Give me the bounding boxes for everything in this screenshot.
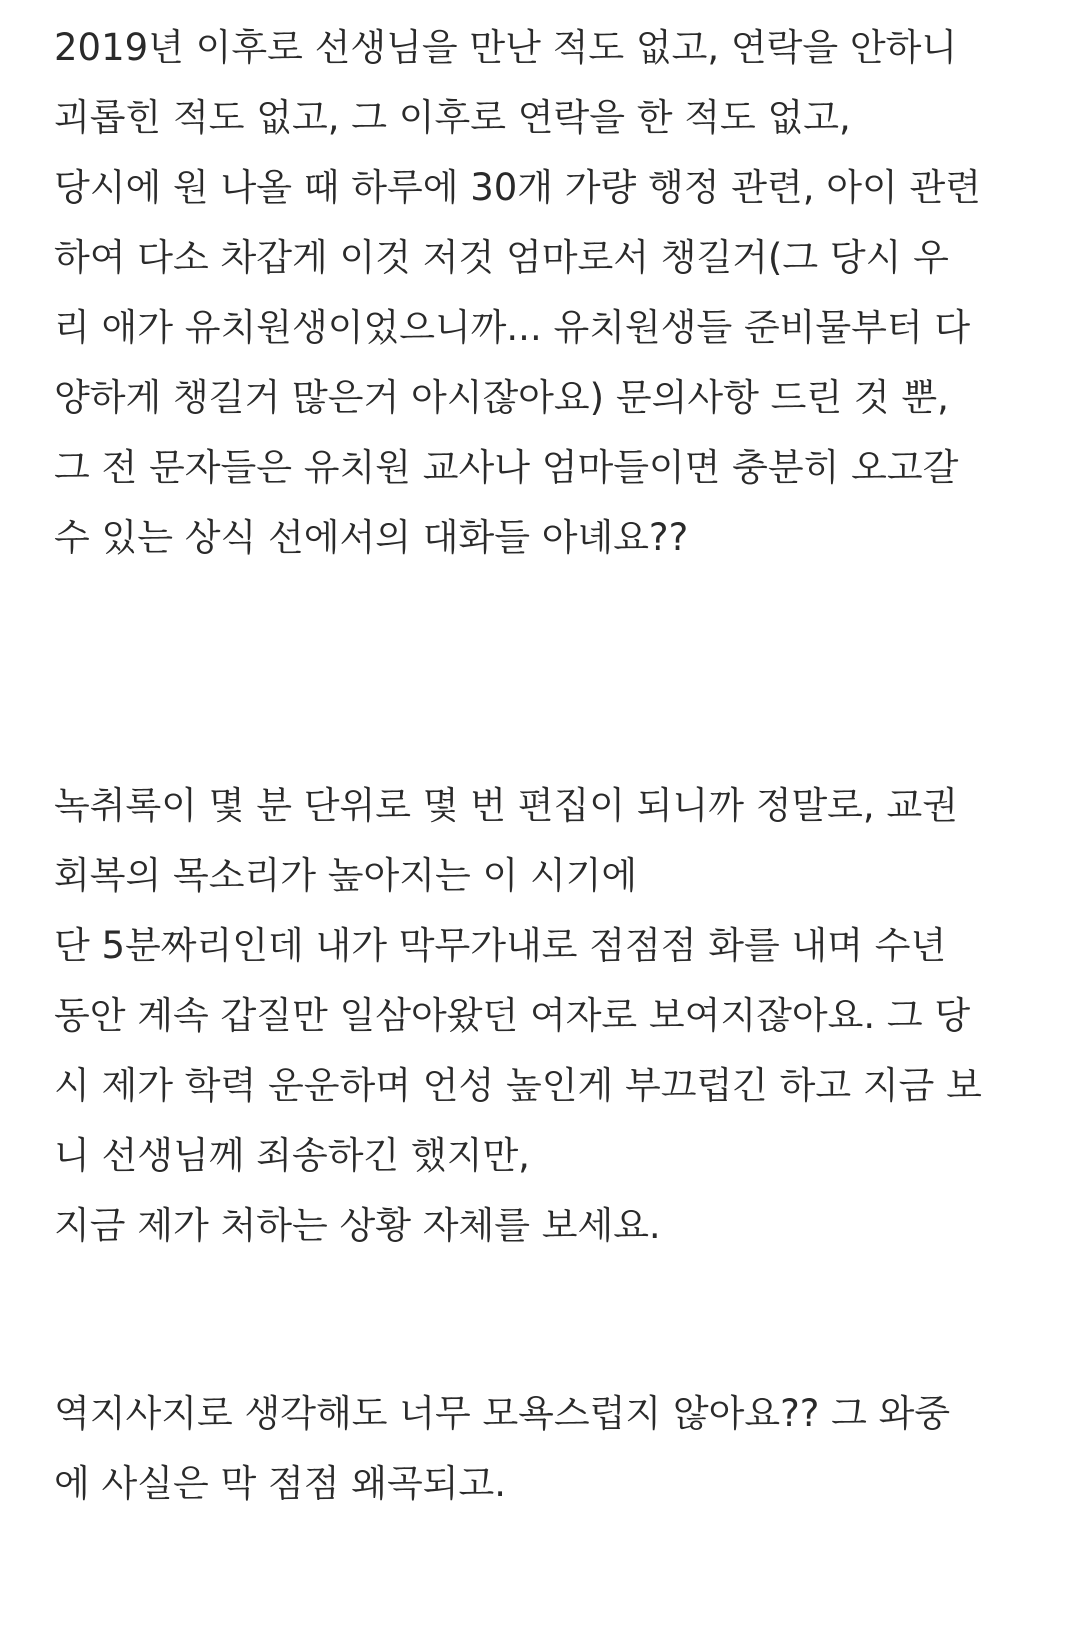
text-line: 지금 제가 처하는 상황 자체를 보세요. — [54, 1204, 661, 1247]
text-line: 당시에 원 나올 때 하루에 30개 가량 행정 관련, 아이 관련 — [54, 166, 982, 209]
text-line: 수 있는 상식 선에서의 대화들 아녜요?? — [54, 516, 689, 559]
text-line: 하여 다소 차갑게 이것 저것 엄마로서 챙길거(그 당시 우 — [54, 236, 949, 279]
text-line: 니 선생님께 죄송하긴 했지만, — [54, 1134, 530, 1177]
text-line: 회복의 목소리가 높아지는 이 시기에 — [54, 854, 638, 897]
text-line: 시 제가 학력 운운하며 언성 높인게 부끄럽긴 하고 지금 보 — [54, 1064, 982, 1107]
paragraph-2 — [54, 771, 1054, 1261]
text-line: 괴롭힌 적도 없고, 그 이후로 연락을 한 적도 없고, — [54, 96, 851, 139]
text-line: 2019년 이후로 선생님을 만난 적도 없고, 연락을 안하니 — [54, 26, 958, 69]
text-line: 리 애가 유치원생이었으니까... 유치원생들 준비물부터 다 — [54, 306, 971, 349]
text-line: 에 사실은 막 점점 왜곡되고. — [54, 1462, 506, 1505]
text-line: 단 5분짜리인데 내가 막무가내로 점점점 화를 내며 수년 — [54, 924, 947, 967]
paragraph-3 — [54, 1379, 1054, 1519]
text-line: 역지사지로 생각해도 너무 모욕스럽지 않아요?? 그 와중 — [54, 1392, 951, 1435]
text-line: 양하게 챙길거 많은거 아시잖아요) 문의사항 드린 것 뿐, — [54, 376, 949, 419]
text-line: 동안 계속 갑질만 일삼아왔던 여자로 보여지잖아요. 그 당 — [54, 994, 971, 1037]
text-line: 녹취록이 몇 분 단위로 몇 번 편집이 되니까 정말로, 교권 — [54, 784, 958, 827]
text-line: 그 전 문자들은 유치원 교사나 엄마들이면 충분히 오고갈 — [54, 446, 959, 489]
paragraph-1 — [54, 13, 1054, 573]
